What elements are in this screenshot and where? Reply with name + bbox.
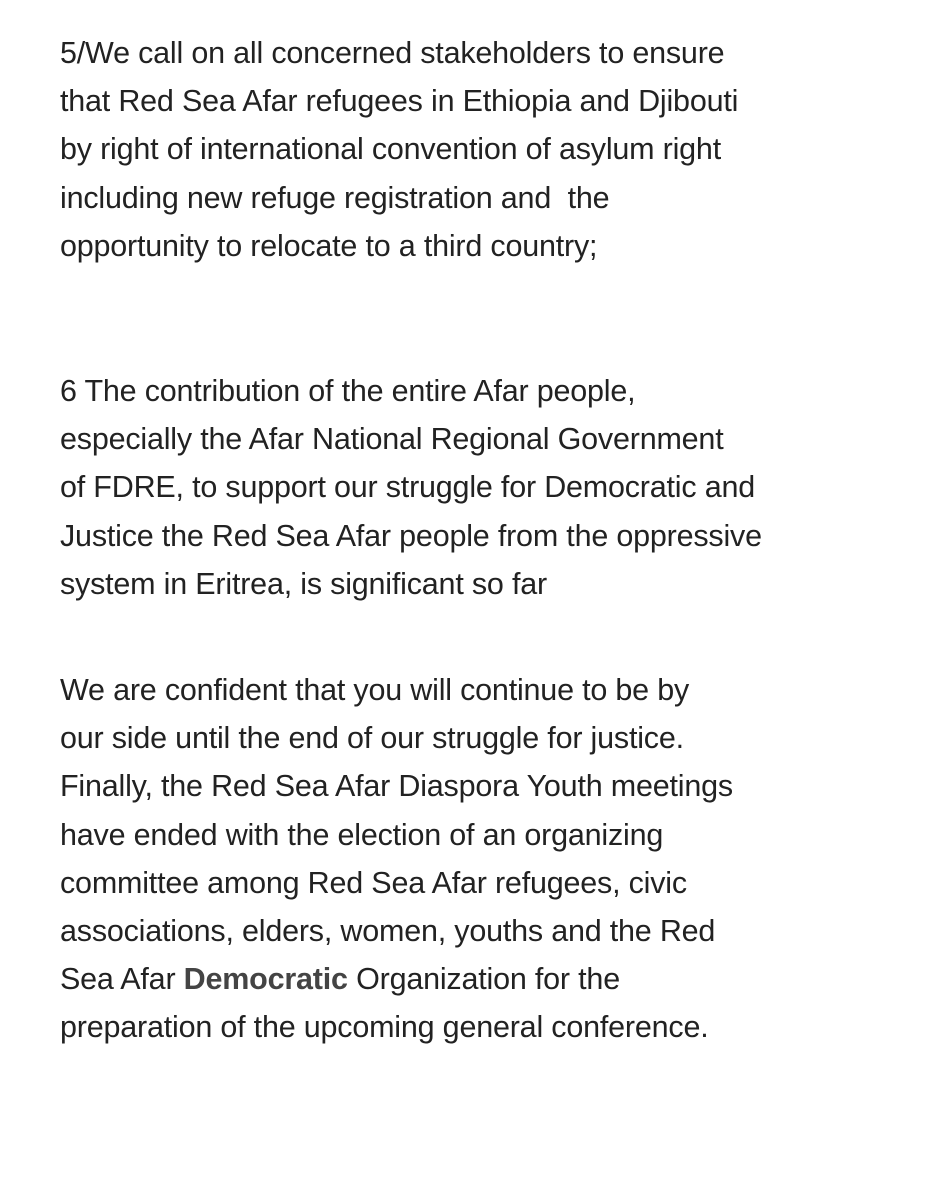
text-line: that Red Sea Afar refugees in Ethiopia and Djibouti [60, 84, 739, 119]
text-line: by right of international convention of asylum right [60, 132, 721, 167]
text-line: 5/We call on all concerned stakeholders to ensure [60, 36, 725, 70]
closing-paragraph [60, 666, 920, 1052]
text-line: 6 The contribution of the entire Afar people, [60, 374, 636, 408]
text-line: opportunity to relocate to a third country; [60, 228, 598, 263]
text-line: especially the Afar National Regional Government [60, 422, 724, 457]
paragraph-6 [60, 367, 920, 608]
text-line: We are confident that you will continue to be by [60, 673, 690, 707]
text-line: Justice the Red Sea Afar people from the oppressive [60, 518, 762, 553]
emphasized-word: Democratic [183, 962, 348, 997]
text-line: including new refuge registration and the [60, 180, 610, 215]
text-fragment: Sea Afar [60, 962, 184, 997]
text-line: of FDRE, to support our struggle for Democratic and [60, 470, 755, 505]
text-line: preparation of the upcoming general conference. [60, 1010, 709, 1045]
paragraph-5 [60, 29, 920, 270]
text-line: our side until the end of our struggle for justice. [60, 721, 684, 756]
text-line: committee among Red Sea Afar refugees, civic [60, 865, 687, 900]
text-line [60, 955, 920, 1003]
text-fragment: Organization for the [347, 962, 620, 997]
text-line: system in Eritrea, is significant so far [60, 566, 547, 601]
text-line: Finally, the Red Sea Afar Diaspora Youth meetings [60, 769, 733, 804]
text-line: associations, elders, women, youths and the Red [60, 914, 716, 949]
text-line: have ended with the election of an organizing [60, 817, 664, 852]
